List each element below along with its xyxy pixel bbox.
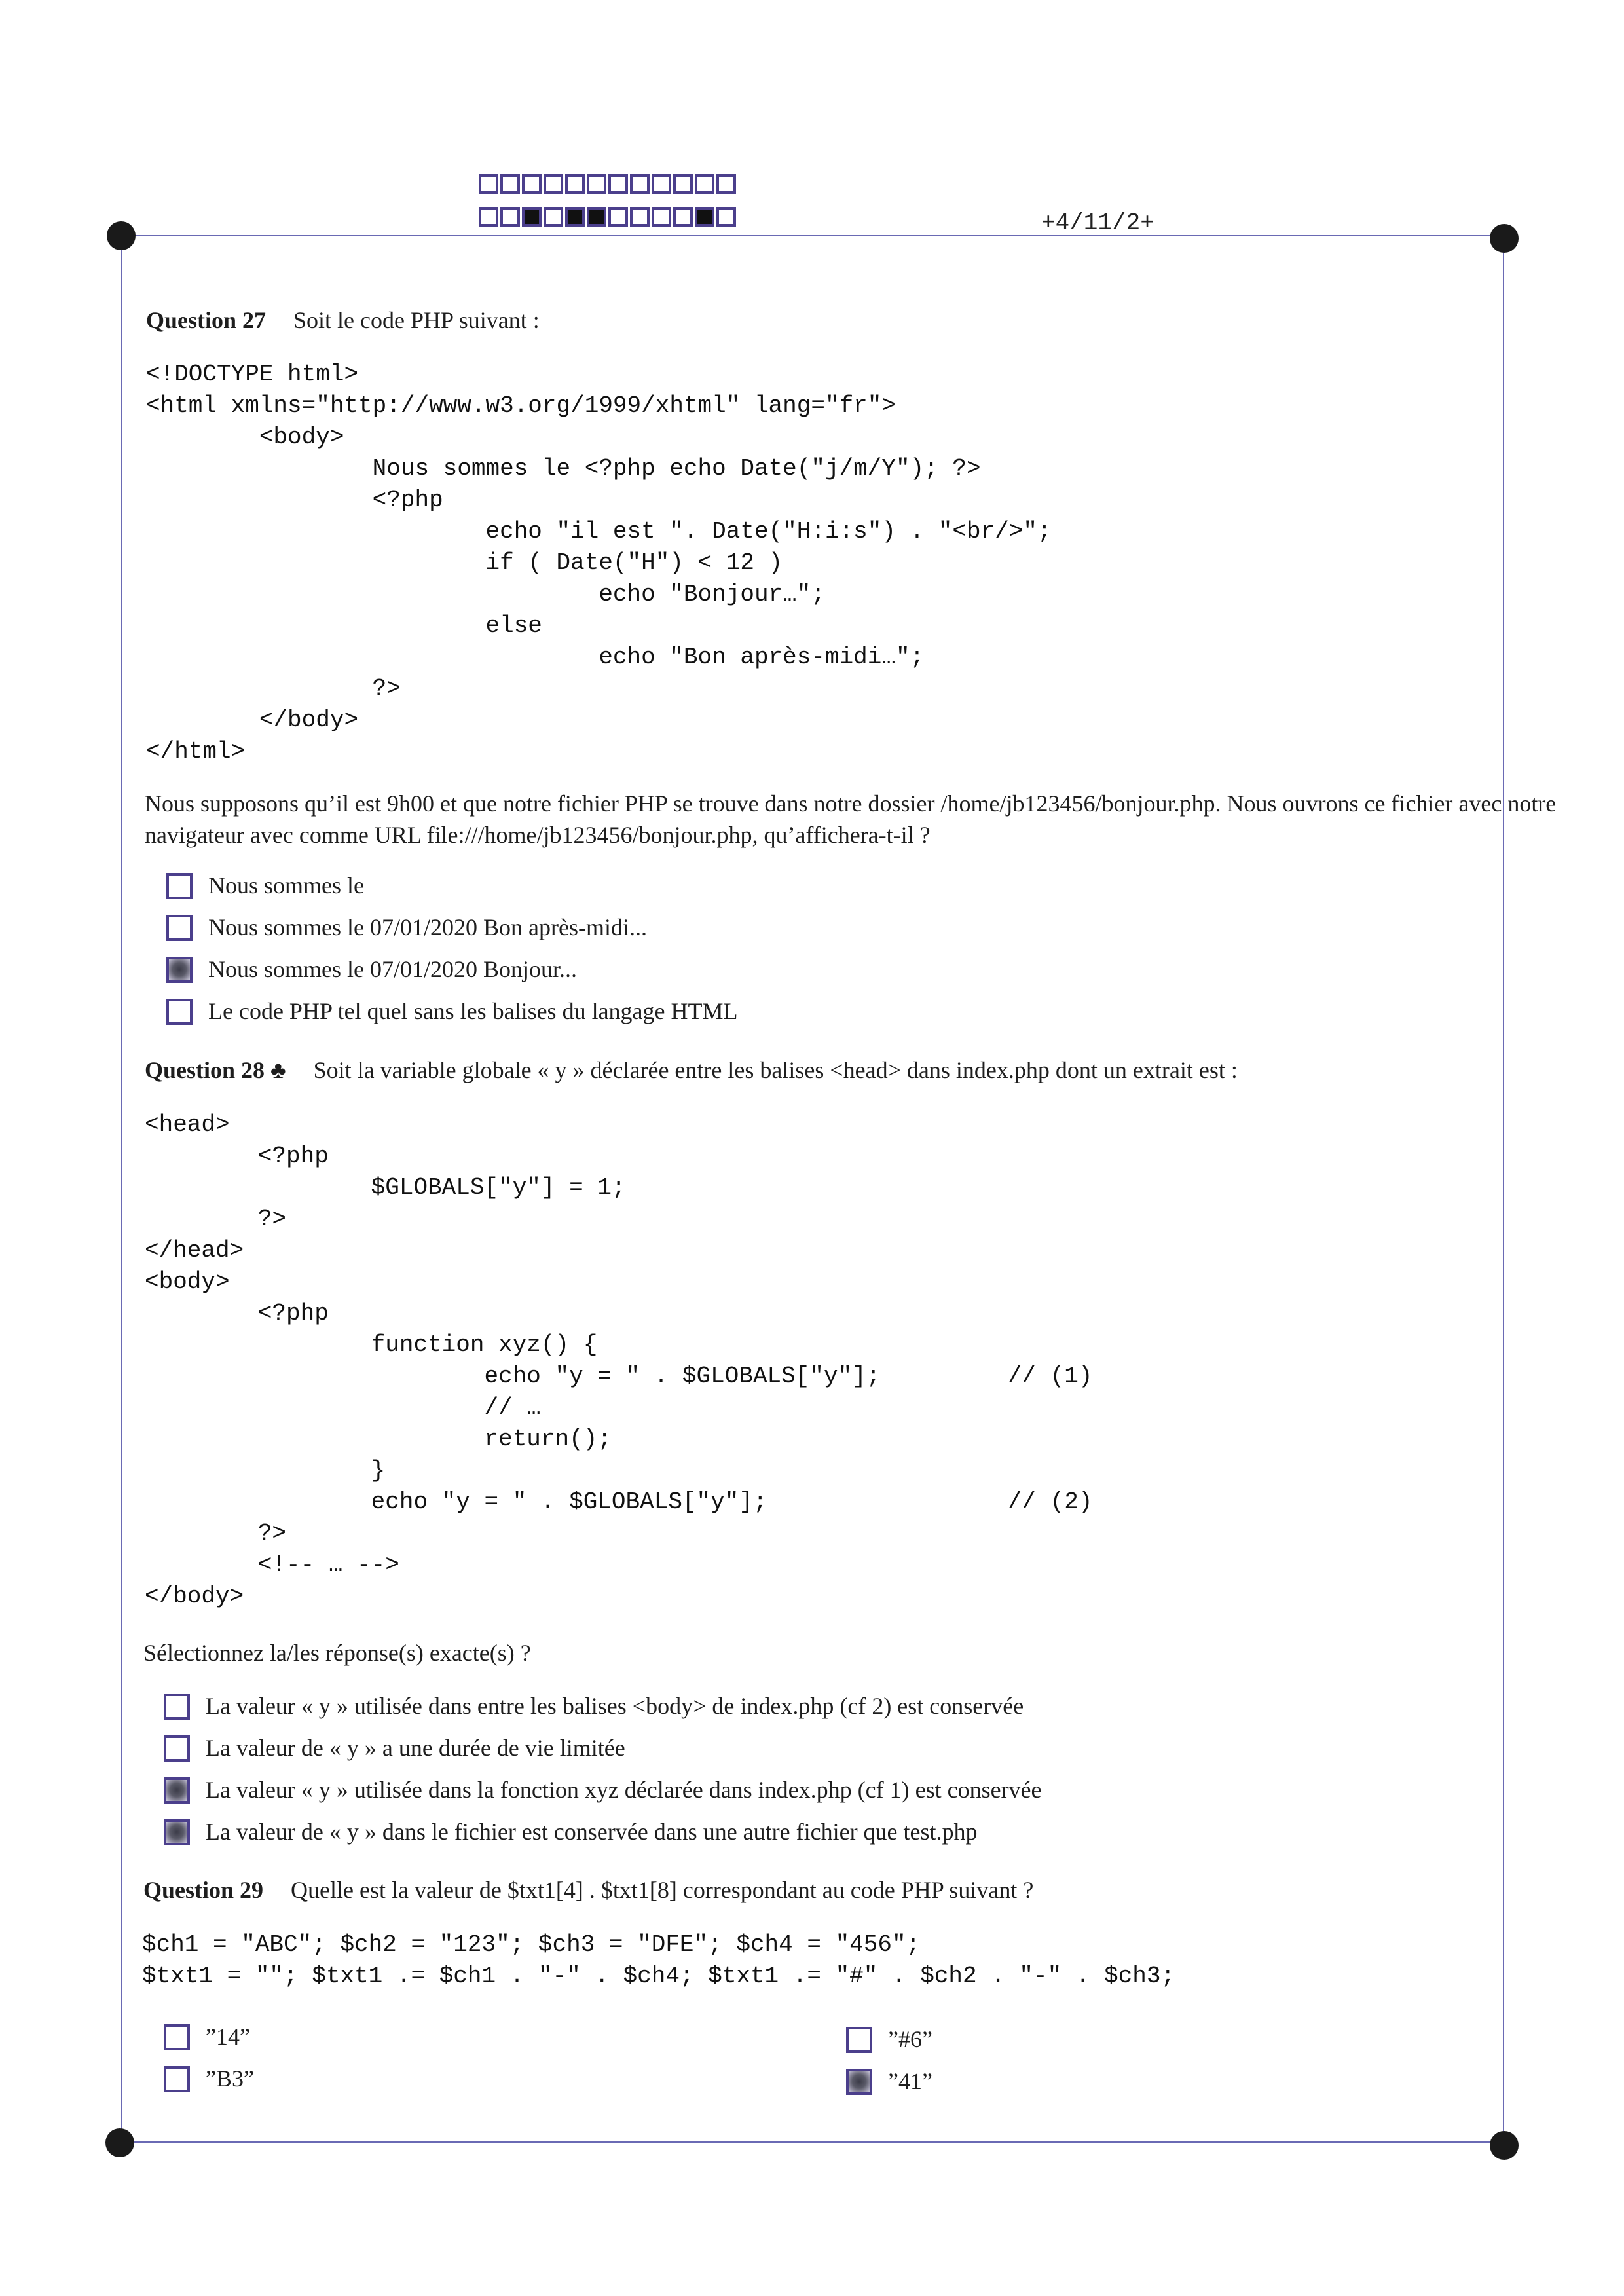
id-checkbox: [652, 207, 671, 227]
q28-checkbox-4[interactable]: [164, 1819, 190, 1845]
question-27-code: <!DOCTYPE html> <html xmlns="http://www.w3.org/1999/xhtml" lang="fr"> <body> Nous sommes le <?php echo Date("j/m/Y"); ?> <?php echo "il est ". Date("H:i:s") . "<br/>"; if ( Date("H") < 12 ) echo "Bonjour…"; else echo "Bon après-midi…"; ?> </body> </html>: [146, 361, 1052, 765]
question-28-code: <head> <?php $GLOBALS["y"] = 1; ?> </head> <body> <?php function xyz() { echo "y = " . $GLOBALS["y"]; // (1) // … return(); } echo "y = " . $GLOBALS["y"]; // (2) ?> <!-- … --> </body>: [145, 1111, 1093, 1610]
q27-checkbox-1[interactable]: [166, 873, 193, 899]
q28-checkbox-3[interactable]: [164, 1777, 190, 1804]
question-29-prompt: Quelle est la valeur de $txt1[4] . $txt1[8] correspondant au code PHP suivant ?: [291, 1877, 1034, 1903]
id-checkbox: [608, 207, 628, 227]
question-28-label: Question 28: [145, 1057, 265, 1083]
q29-answer-3[interactable]: [846, 2024, 932, 2055]
question-29-label: Question 29: [143, 1877, 264, 1903]
q27-answer-4[interactable]: [166, 995, 738, 1027]
corner-marker-top-left: [107, 221, 136, 250]
question-28-header: [145, 1056, 1238, 1084]
q27-answer-2[interactable]: [166, 912, 647, 943]
q27-checkbox-4[interactable]: [166, 999, 193, 1025]
frame-left-line: [121, 235, 122, 2141]
q27-checkbox-2[interactable]: [166, 915, 193, 941]
id-checkbox: [500, 174, 520, 194]
id-checkbox: [652, 174, 671, 194]
q27-answer-1-label: Nous sommes le: [208, 872, 364, 898]
q28-answer-3[interactable]: [164, 1774, 1042, 1805]
student-id-row-2: [479, 207, 738, 234]
id-checkbox: [565, 207, 585, 227]
id-checkbox: [479, 174, 498, 194]
question-29-header: [143, 1876, 1033, 1904]
q29-checkbox-3[interactable]: [846, 2027, 872, 2053]
student-id-row-1: [479, 174, 738, 202]
corner-marker-top-right: [1490, 224, 1519, 253]
id-checkbox: [673, 207, 693, 227]
id-checkbox: [608, 174, 628, 194]
q27-answer-3[interactable]: [166, 954, 577, 985]
question-29-code: $ch1 = "ABC"; $ch2 = "123"; $ch3 = "DFE"; $ch4 = "456"; $txt1 = ""; $txt1 .= $ch1 . "-" . $ch4; $txt1 .= "#" . $ch2 . "-" . $ch3;: [142, 1931, 1175, 1990]
q28-checkbox-1[interactable]: [164, 1694, 190, 1720]
q28-answer-3-label: La valeur « y » utilisée dans la fonction xyz déclarée dans index.php (cf 1) est conservée: [206, 1777, 1042, 1803]
q28-answer-2-label: La valeur de « y » a une durée de vie limitée: [206, 1735, 625, 1761]
frame-right-line: [1503, 235, 1504, 2141]
q29-answer-4[interactable]: [846, 2065, 932, 2097]
id-checkbox: [695, 207, 714, 227]
id-checkbox: [565, 174, 585, 194]
q27-checkbox-3[interactable]: [166, 957, 193, 983]
id-checkbox: [630, 174, 650, 194]
question-27-label: Question 27: [146, 307, 267, 333]
id-checkbox: [479, 207, 498, 227]
q29-checkbox-2[interactable]: [164, 2066, 190, 2092]
q29-answer-2-label: ”B3”: [206, 2065, 254, 2092]
q27-answer-2-label: Nous sommes le 07/01/2020 Bon après-midi...: [208, 914, 647, 940]
id-checkbox: [673, 174, 693, 194]
id-checkbox: [500, 207, 520, 227]
q28-answer-1[interactable]: [164, 1690, 1024, 1722]
id-checkbox: [522, 174, 542, 194]
question-28-body: Sélectionnez la/les réponse(s) exacte(s) ?: [143, 1640, 531, 1666]
id-checkbox: [522, 207, 542, 227]
q28-answer-2[interactable]: [164, 1732, 625, 1764]
club-icon: ♣: [270, 1057, 286, 1083]
id-checkbox: [587, 207, 606, 227]
q28-answer-1-label: La valeur « y » utilisée dans entre les balises <body> de index.php (cf 2) est conservée: [206, 1693, 1024, 1719]
q27-answer-4-label: Le code PHP tel quel sans les balises du langage HTML: [208, 998, 738, 1024]
q29-checkbox-4[interactable]: [846, 2069, 872, 2095]
q29-answer-1-label: ”14”: [206, 2024, 250, 2050]
q29-answer-2[interactable]: [164, 2063, 254, 2094]
id-checkbox: [630, 207, 650, 227]
q29-answer-1[interactable]: [164, 2021, 250, 2052]
q29-answer-3-label: ”#6”: [888, 2026, 932, 2052]
id-checkbox: [695, 174, 714, 194]
q29-answer-4-label: ”41”: [888, 2068, 932, 2094]
id-checkbox: [716, 174, 736, 194]
q27-answer-3-label: Nous sommes le 07/01/2020 Bonjour...: [208, 956, 578, 982]
q29-checkbox-1[interactable]: [164, 2024, 190, 2050]
page-identifier: +4/11/2+: [1041, 210, 1154, 236]
q28-answer-4[interactable]: [164, 1816, 978, 1847]
id-checkbox: [587, 174, 606, 194]
corner-marker-bottom-left: [105, 2128, 134, 2157]
q27-answer-1[interactable]: [166, 870, 364, 901]
frame-bottom-line: [121, 2141, 1503, 2143]
id-checkbox: [716, 207, 736, 227]
question-27-prompt: Soit le code PHP suivant :: [293, 307, 540, 333]
corner-marker-bottom-right: [1490, 2131, 1519, 2160]
id-checkbox: [544, 174, 563, 194]
id-checkbox: [544, 207, 563, 227]
question-27-header: [146, 306, 540, 334]
frame-top-line: [121, 235, 1503, 236]
q28-answer-4-label: La valeur de « y » dans le fichier est conservée dans une autre fichier que test.php: [206, 1819, 978, 1845]
question-28-prompt: Soit la variable globale « y » déclarée entre les balises <head> dans index.php dont un extrait est :: [313, 1057, 1238, 1083]
q28-checkbox-2[interactable]: [164, 1735, 190, 1762]
question-27-body: Nous supposons qu’il est 9h00 et que notre fichier PHP se trouve dans notre dossier /home/jb123456/bonjour.php. Nous ouvrons ce fichier avec notre navigateur avec comme URL file:///home/jb123456/bonjour.php, qu’affichera-t-il ?: [145, 790, 1557, 848]
